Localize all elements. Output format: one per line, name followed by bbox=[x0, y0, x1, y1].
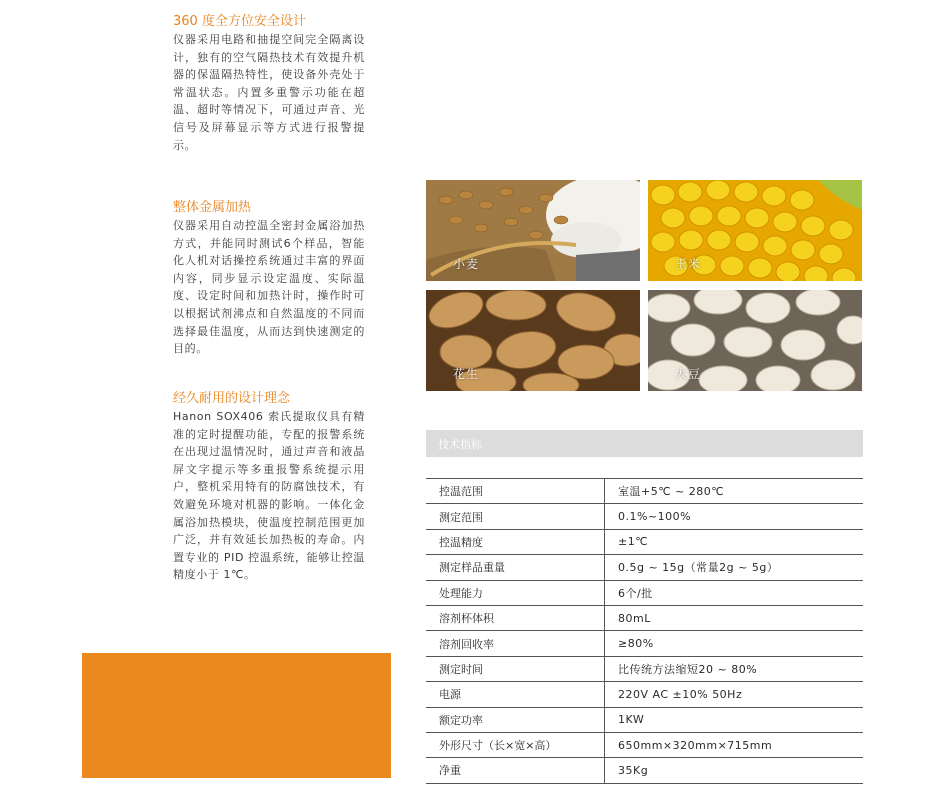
feature-metal-heating bbox=[173, 199, 365, 358]
spec-key: 控温范围 bbox=[426, 479, 605, 504]
spec-key: 控温精度 bbox=[426, 529, 605, 554]
photo-label: 花生 bbox=[453, 367, 480, 381]
section-body: 仪器采用电路和抽提空间完全隔离设计，独有的空气隔热技术有效提升机器的保温隔热特性，使设备外壳处于常温状态。内置多重警示功能在超温、超时等情况下，可通过声音、光信号及屏幕显示等方式进行报警提示。 bbox=[173, 33, 365, 152]
spec-key: 额定功率 bbox=[426, 707, 605, 732]
table-row bbox=[426, 707, 863, 732]
table-row bbox=[426, 631, 863, 656]
feature-safety-design bbox=[173, 13, 365, 154]
spec-value: ≥80% bbox=[618, 637, 654, 651]
section-body: Hanon SOX406 索氏提取仪具有精准的定时提醒功能，专配的报警系统在出现过温情况时，通过声音和液晶屏文字提示等多重报警系统提示用户，整机采用特有的防腐蚀技术，有效避免环境对机器的影响。一体化金属浴加热模块，使温度控制范围更加广泛，并有效延长加热板的寿命。内置专业的 PID 控温系统，能够让控温精度小于 1℃。 bbox=[173, 410, 365, 582]
section-body: 仪器采用自动控温全密封金属浴加热方式，并能同时测试6个样品，智能化人机对话操控系统通过丰富的界面内容，同步显示设定温度、实际温度、设定时间和加热计时，操作时可以根据试剂沸点和自然温度的不同而选择最佳温度，从而达到快速测定的目的。 bbox=[173, 219, 365, 356]
table-row bbox=[426, 758, 863, 783]
photo-label: 玉米 bbox=[675, 257, 702, 271]
photo-label: 小麦 bbox=[453, 257, 480, 271]
feature-durable-design bbox=[173, 390, 365, 584]
table-row bbox=[426, 555, 863, 580]
spec-value: ±1℃ bbox=[618, 535, 649, 549]
spec-key: 测定时间 bbox=[426, 656, 605, 681]
spec-key: 测定范围 bbox=[426, 504, 605, 529]
spec-table bbox=[426, 478, 863, 784]
spec-value: 650mm×320mm×715mm bbox=[618, 738, 773, 752]
section-title: 360 度全方位安全设计 bbox=[173, 14, 306, 29]
spec-key: 净重 bbox=[426, 758, 605, 783]
soybean-photo bbox=[648, 290, 862, 391]
table-row bbox=[426, 732, 863, 757]
spec-value: 0.5g ~ 15g（常量2g ~ 5g） bbox=[618, 561, 779, 575]
table-row bbox=[426, 479, 863, 504]
spec-value: 比传统方法缩短20 ~ 80% bbox=[618, 662, 758, 676]
table-row bbox=[426, 504, 863, 529]
spec-key: 溶剂回收率 bbox=[426, 631, 605, 656]
peanut-photo bbox=[426, 290, 640, 391]
spec-value: 1KW bbox=[618, 713, 645, 727]
photo-label: 大豆 bbox=[675, 367, 702, 381]
spec-header-title: 技术指标 bbox=[438, 438, 482, 451]
section-title: 经久耐用的设计理念 bbox=[173, 391, 291, 406]
table-row bbox=[426, 580, 863, 605]
spec-key: 测定样品重量 bbox=[426, 555, 605, 580]
table-row bbox=[426, 682, 863, 707]
table-row bbox=[426, 529, 863, 554]
spec-value: 室温+5℃ ~ 280℃ bbox=[618, 485, 725, 499]
spec-header-bar bbox=[426, 430, 863, 457]
spec-value: 80mL bbox=[618, 611, 651, 625]
spec-value: 0.1%~100% bbox=[618, 510, 692, 524]
spec-value: 6个/批 bbox=[618, 586, 653, 600]
table-row bbox=[426, 656, 863, 681]
decorative-orange-block bbox=[82, 653, 391, 778]
section-title: 整体金属加热 bbox=[173, 200, 252, 215]
spec-key: 电源 bbox=[426, 682, 605, 707]
spec-value: 220V AC ±10% 50Hz bbox=[618, 687, 743, 701]
spec-key: 外形尺寸（长×宽×高） bbox=[426, 732, 605, 757]
spec-key: 处理能力 bbox=[426, 580, 605, 605]
wheat-photo bbox=[426, 180, 640, 281]
table-row bbox=[426, 605, 863, 630]
corn-photo bbox=[648, 180, 862, 281]
spec-key: 溶剂杯体积 bbox=[426, 605, 605, 630]
spec-value: 35Kg bbox=[618, 763, 649, 777]
